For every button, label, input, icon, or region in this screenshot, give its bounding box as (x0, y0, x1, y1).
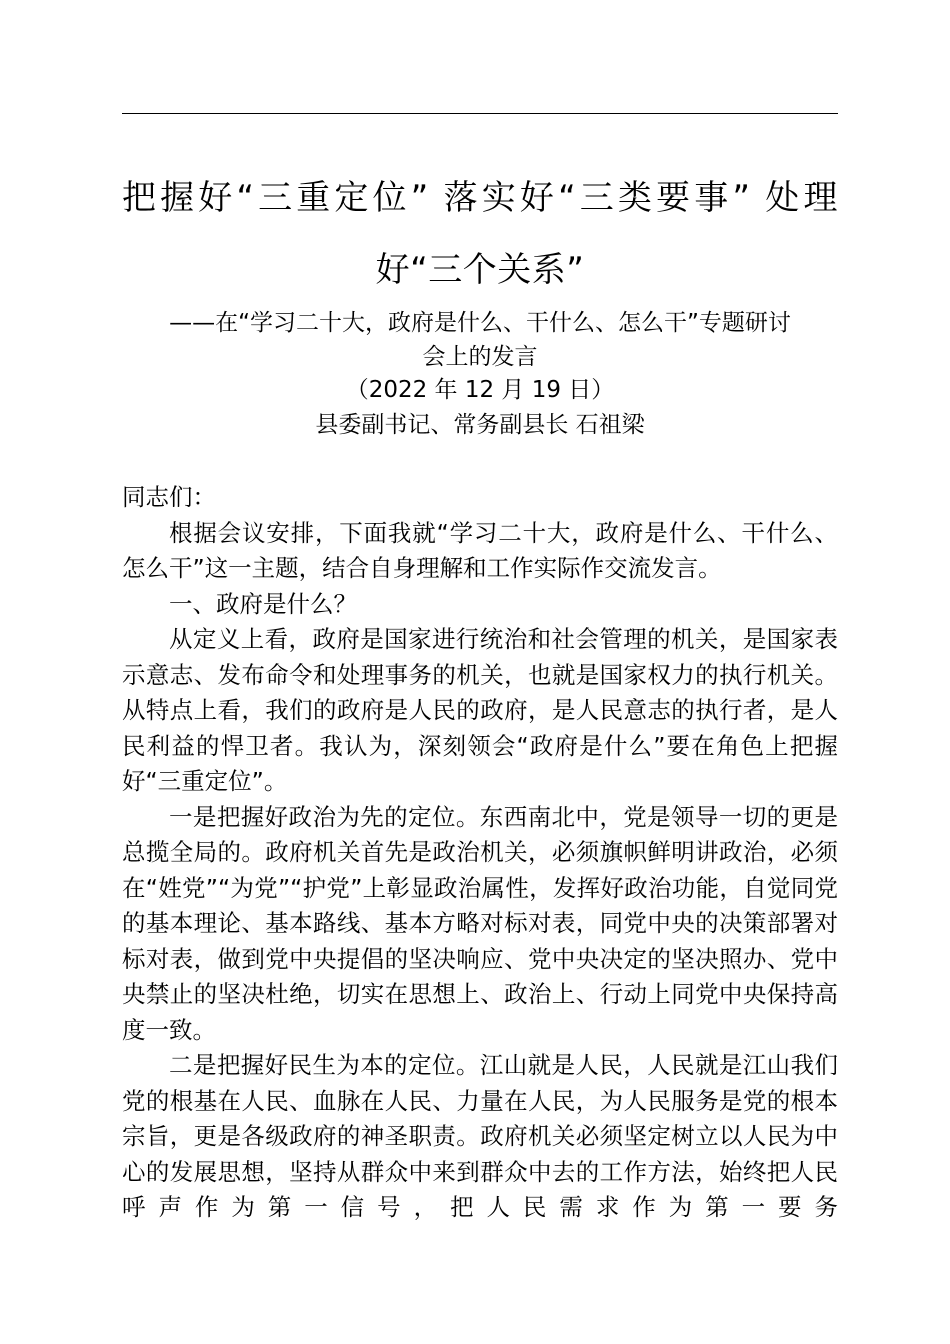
subtitle-line-1: ——在“学习二十大，政府是什么、干什么、怎么干”专题研讨 (169, 310, 791, 336)
section-heading: 一、政府是什么？ (169, 589, 357, 618)
header-rule (122, 113, 838, 114)
paragraph: 根据会议安排，下面我就“学习二十大，政府是什么、干什么、怎么干”这一主题，结合自身理解和工作实际作交流发言。 (122, 518, 838, 582)
subtitle-line-2: 会上的发言 (422, 344, 538, 370)
speech-date: （2022 年 12 月 19 日） (345, 377, 615, 403)
speaker-line: 县委副书记、常务副县长 石祖梁 (315, 412, 645, 438)
salutation: 同志们： (122, 483, 216, 511)
document-title-line-2: 好“三个关系” (375, 250, 585, 290)
paragraph: 二是把握好民生为本的定位。江山就是人民，人民就是江山我们党的根基在人民、血脉在人民、力量在人民，为人民服务是党的根本宗旨，更是各级政府的神圣职责。政府机关必须坚定树立以人民为中心的发展思想，坚持从群众中来到群众中去的工作方法，始终把人民呼声作为第一信号，把人民需求作为第一要务 (122, 1051, 838, 1221)
paragraph: 一是把握好政治为先的定位。东西南北中，党是领导一切的更是总揽全局的。政府机关首先是政治机关，必须旗帜鲜明讲政治，必须在“姓党”“为党”“护党”上彰显政治属性，发挥好政治功能，自觉同党的基本理论、基本路线、基本方略对标对表，同党中央的决策部署对标对表，做到党中央提倡的坚决响应、党中央决定的坚决照办、党中央禁止的坚决杜绝，切实在思想上、政治上、行动上同党中央保持高度一致。 (122, 802, 838, 1044)
document-title-line-1: 把握好“三重定位” 落实好“三类要事” 处理 (122, 178, 838, 218)
paragraph: 从定义上看，政府是国家进行统治和社会管理的机关，是国家表示意志、发布命令和处理事务的机关，也就是国家权力的执行机关。从特点上看，我们的政府是人民的政府，是人民意志的执行者，是人民利益的悍卫者。我认为，深刻领会“政府是什么”要在角色上把握好“三重定位”。 (122, 625, 838, 795)
document-body (122, 480, 838, 1226)
